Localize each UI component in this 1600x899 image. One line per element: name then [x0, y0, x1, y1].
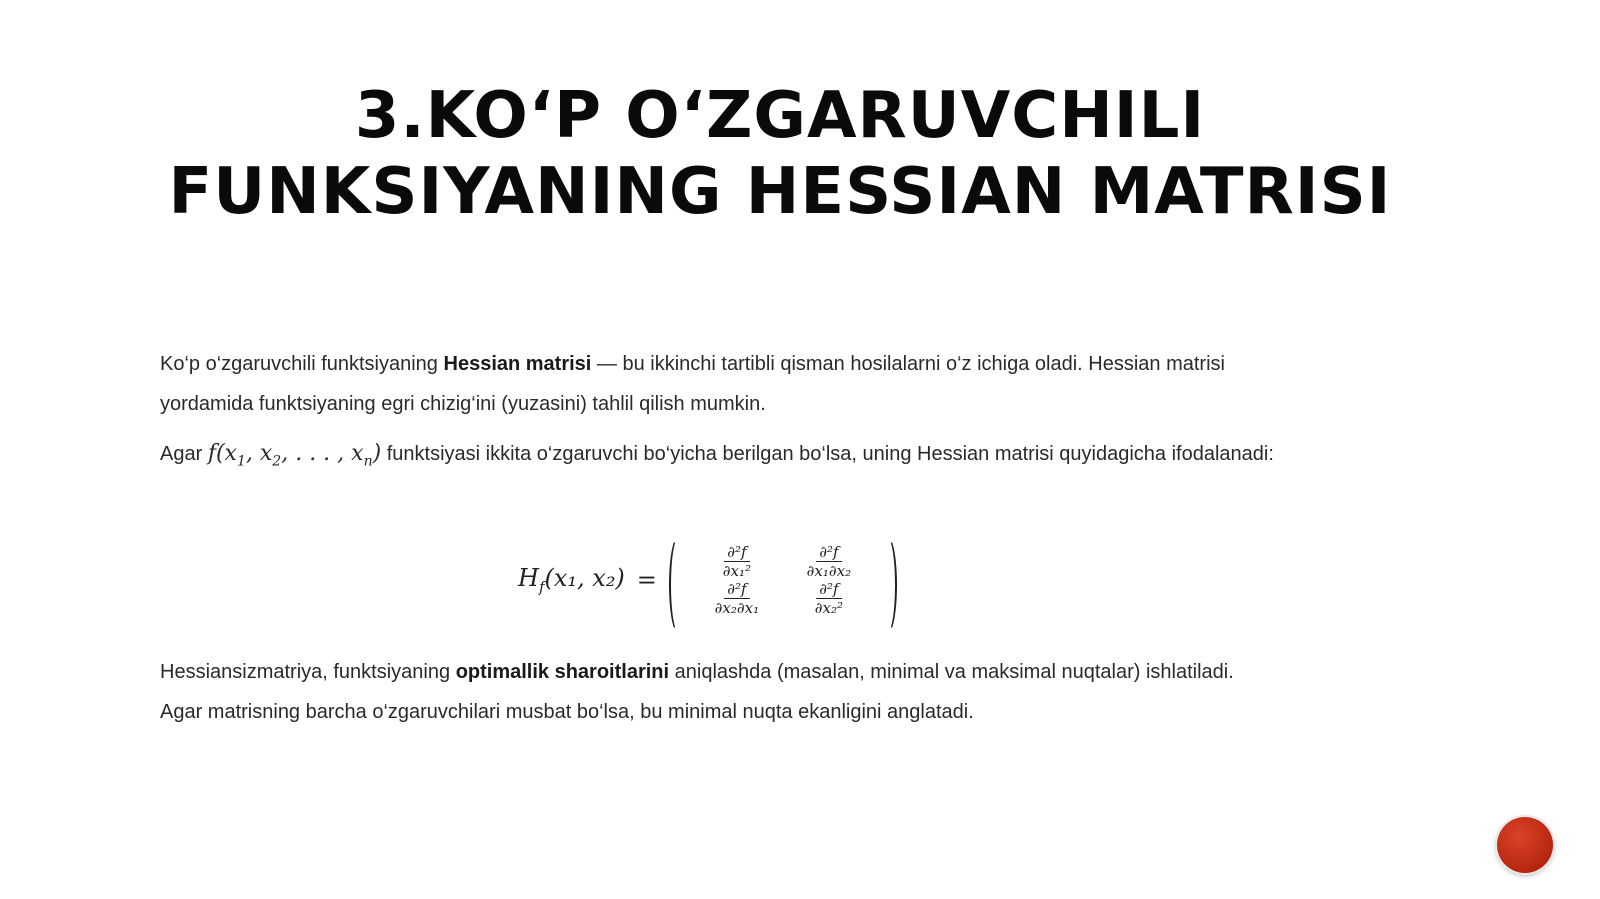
- matrix-row-2: [691, 580, 875, 617]
- math-f: f: [207, 441, 216, 466]
- slide-title-line-2: FUNKSIYANING HESSIAN MATRISI: [168, 155, 1392, 229]
- slide-body: [160, 344, 1280, 491]
- hessian-matrix: [669, 543, 897, 617]
- fraction-numerator: ∂²f: [724, 580, 749, 599]
- paragraph-bold-term: Hessian matrisi: [443, 353, 592, 375]
- fraction: [812, 580, 846, 617]
- paragraph-text: — bu ikkinchi tartibli qisman hosilalarni o‘z ichiga oladi. Hessian matrisi yordamida funktsiyaning egri chizig‘ini (yuzasini) tahlil qilish mumkin.: [160, 353, 1225, 415]
- matrix-cell-12: [783, 543, 875, 580]
- fraction-denominator: ∂x₂²: [814, 599, 844, 617]
- formula-equals: =: [636, 566, 657, 594]
- fraction-denominator: ∂x₁∂x₂: [806, 562, 852, 580]
- fraction-numerator: ∂²f: [816, 580, 841, 599]
- next-slide-icon[interactable]: [1497, 817, 1553, 873]
- fraction-numerator: ∂²f: [724, 543, 749, 562]
- paragraph-text: aniqlashda (masalan, minimal va maksimal nuqtalar) ishlatiladi. Agar matrisning barcha o‘zgaruvchilari musbat bo‘lsa, bu minimal nuqta ekanligini anglatadi.: [160, 661, 1234, 723]
- formula-args: (x₁, x₂): [544, 564, 625, 593]
- fraction: [804, 543, 854, 580]
- paragraph-function-definition: [160, 434, 1280, 481]
- slide-title: [100, 78, 1460, 230]
- slide-body-lower: [160, 652, 1280, 742]
- right-paren: [879, 537, 897, 633]
- paragraph-text: funktsiyasi ikkita o‘zgaruvchi bo‘yicha berilgan bo‘lsa, uning Hessian matrisi quyidagicha ifodalanadi:: [381, 443, 1274, 465]
- paragraph-hessian-intro: [160, 344, 1280, 424]
- formula-lhs: [518, 564, 625, 596]
- paragraph-bold-term: optimallik sharoitlarini: [455, 661, 670, 683]
- fraction: [720, 543, 754, 580]
- slide-title-line-1: 3.KO‘P O‘ZGARUVCHILI: [354, 79, 1206, 153]
- paragraph-text: Hessiansizmatriya, funktsiyaning: [160, 661, 456, 683]
- formula-h-sub: f: [538, 577, 545, 596]
- left-paren: [669, 537, 687, 633]
- fraction-denominator: ∂x₁²: [722, 562, 752, 580]
- matrix-cell-21: [691, 580, 783, 617]
- matrix-row-1: [691, 543, 875, 580]
- matrix-cell-11: [691, 543, 783, 580]
- matrix-cell-22: [783, 580, 875, 617]
- fraction-denominator: ∂x₂∂x₁: [714, 599, 760, 617]
- hessian-formula: [518, 532, 897, 628]
- paragraph-text: Agar: [160, 443, 208, 465]
- fraction: [712, 580, 762, 617]
- inline-math-function: $f(x_1$, $x_2$, . . . , $x_n$): [207, 441, 382, 470]
- fraction-numerator: ∂²f: [816, 543, 841, 562]
- paragraph-optimality: [160, 652, 1280, 732]
- paragraph-text: Ko‘p o‘zgaruvchili funktsiyaning: [160, 353, 444, 375]
- formula-h: H: [518, 564, 539, 593]
